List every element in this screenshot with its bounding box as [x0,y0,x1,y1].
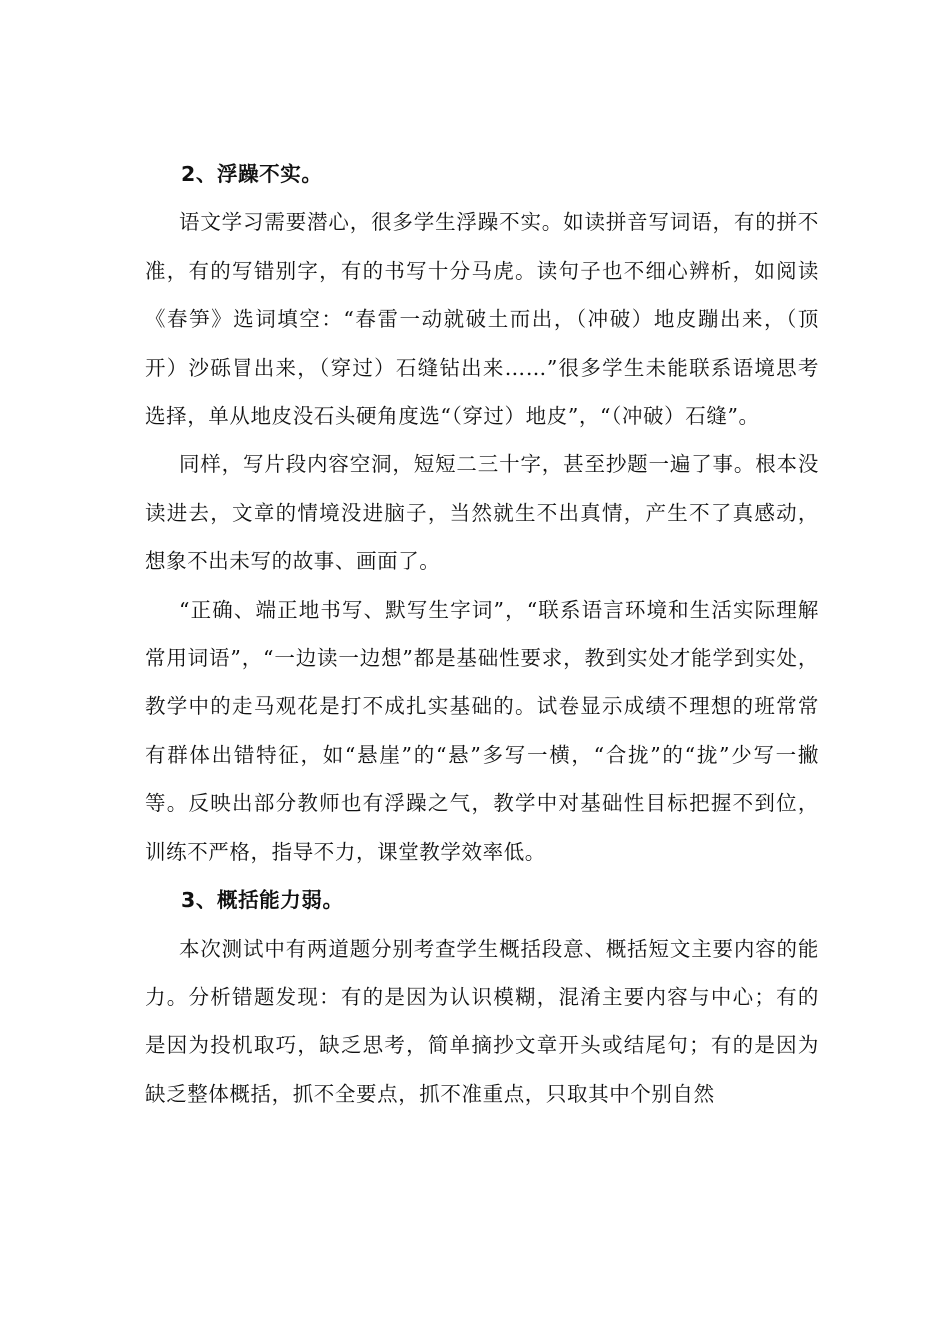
section-heading-2: 2、浮躁不实。 [181,162,323,186]
paragraph-writing-empty: 同样，写片段内容空洞，短短二三十字，甚至抄题一遍了事。根本没读进去，文章的情境没进脑子，当然就生不出真情，产生不了真感动，想象不出未写的故事、画面了。 [145,452,819,574]
section-heading-3: 3、概括能力弱。 [181,888,344,913]
paragraph-basic-requirements: “正确、端正地书写、默写生字词”，“联系语言环境和生活实际理解常用词语”，“一边读一边想”都是基础性要求，教到实处才能学到实处，教学中的走马观花是打不成扎实基础的。试卷显示成绩不理想的班常常有群体出错特征，如“悬崖”的“悬”多写一横，“合拢”的“拢”少写一撇等。反映出部分教师也有浮躁之气，教学中对基础性目标把握不到位，训练不严格，指导不力，课堂教学效率低。 [145,597,819,864]
document-body [145,150,819,1118]
paragraph-impetuous-study: 语文学习需要潜心，很多学生浮躁不实。如读拼音写词语，有的拼不准，有的写错别字，有的书写十分马虎。读句子也不细心辨析，如阅读《春笋》选词填空：“春雷一动就破土而出，（冲破）地皮蹦出来，（顶开）沙砾冒出来，（穿过）石缝钻出来……”很多学生未能联系语境思考选择，单从地皮没石头硬角度选“（穿过）地皮”，“（冲破）石缝”。 [145,210,819,429]
paragraph-summarizing-ability: 本次测试中有两道题分别考查学生概括段意、概括短文主要内容的能力。分析错题发现：有的是因为认识模糊，混淆主要内容与中心；有的是因为投机取巧，缺乏思考，简单摘抄文章开头或结尾句；有的是因为缺乏整体概括，抓不全要点，抓不准重点，只取其中个别自然 [145,936,819,1106]
